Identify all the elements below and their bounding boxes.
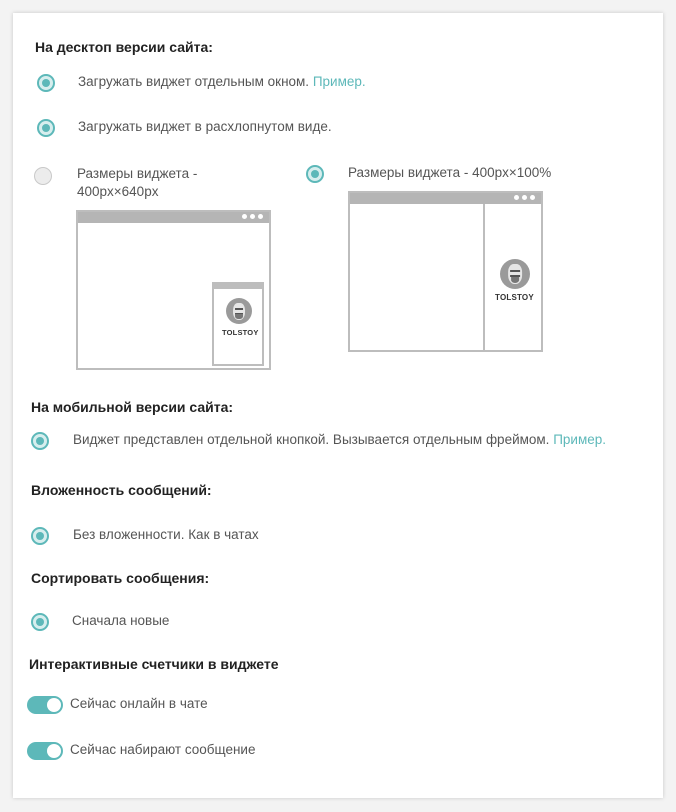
desktop-window-option xyxy=(78,74,366,89)
nesting-flat-label: Без вложенности. Как в чатах xyxy=(73,527,259,542)
radio-mobile-button[interactable] xyxy=(31,432,49,450)
sorting-heading: Сортировать сообщения: xyxy=(31,570,210,586)
online-counter-label: Сейчас онлайн в чате xyxy=(70,696,208,711)
desktop-expanded-label: Загружать виджет в расхлопнутом виде. xyxy=(78,119,332,134)
desktop-window-example-link[interactable]: Пример. xyxy=(312,74,366,89)
nesting-heading: Вложенность сообщений: xyxy=(31,482,212,498)
counters-heading: Интерактивные счетчики в виджете xyxy=(29,656,279,672)
preview-full-logo-text: TOLSTOY xyxy=(495,293,534,302)
mobile-button-option xyxy=(73,432,606,447)
size-full-label: Размеры виджета - 400px×100% xyxy=(348,165,552,180)
typing-counter-label: Сейчас набирают сообщение xyxy=(70,742,256,757)
tolstoy-logo-icon xyxy=(500,259,530,289)
radio-desktop-window[interactable] xyxy=(37,74,55,92)
widget-divider xyxy=(483,204,485,350)
tolstoy-logo-icon xyxy=(226,298,252,324)
radio-nesting-flat[interactable] xyxy=(31,527,49,545)
window-dots-icon xyxy=(242,214,263,219)
mobile-heading: На мобильной версии сайта: xyxy=(31,399,234,415)
radio-sort-newest[interactable] xyxy=(31,613,49,631)
toggle-online-counter[interactable] xyxy=(27,696,63,714)
size-small-label: Размеры виджета - 400px×640px xyxy=(77,166,198,199)
radio-size-full[interactable] xyxy=(306,165,324,183)
preview-full-browser xyxy=(348,191,543,352)
preview-small-widget xyxy=(212,282,264,366)
desktop-heading: На десктоп версии сайта: xyxy=(35,39,213,55)
desktop-window-label: Загружать виджет отдельным окном. xyxy=(78,74,310,89)
mobile-button-label: Виджет представлен отдельной кнопкой. Вызывается отдельным фреймом. xyxy=(73,432,550,447)
radio-size-small[interactable] xyxy=(34,167,52,185)
radio-desktop-expanded[interactable] xyxy=(37,119,55,137)
settings-card xyxy=(13,13,663,798)
sort-newest-label: Сначала новые xyxy=(72,613,170,628)
preview-small-browser xyxy=(76,210,271,370)
browser-titlebar xyxy=(78,212,269,223)
preview-small-logo-text: TOLSTOY xyxy=(222,328,259,337)
window-dots-icon xyxy=(514,195,535,200)
toggle-typing-counter[interactable] xyxy=(27,742,63,760)
browser-titlebar xyxy=(350,193,541,204)
mobile-example-link[interactable]: Пример. xyxy=(553,432,607,447)
